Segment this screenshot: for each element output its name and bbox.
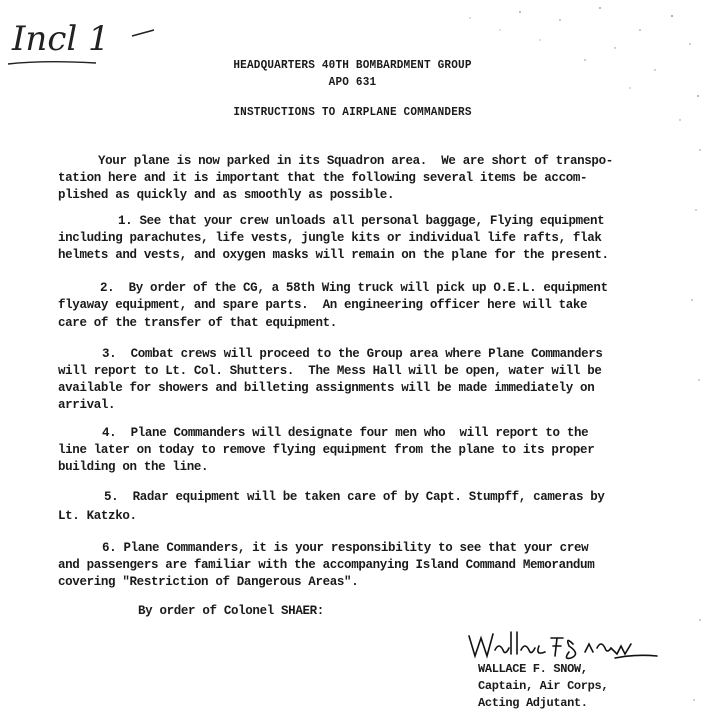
signer-name: WALLACE F. SNOW,: [478, 662, 588, 676]
item-line: building on the line.: [58, 460, 209, 474]
item-line: covering "Restriction of Dangerous Areas".: [58, 575, 359, 589]
handwritten-signature: [465, 628, 665, 662]
item-line: 4. Plane Commanders will designate four men who will report to the: [102, 426, 589, 440]
item-line: and passengers are familiar with the accompanying Island Command Memorandum: [58, 558, 595, 572]
unit-heading: HEADQUARTERS 40TH BOMBARDMENT GROUP: [233, 58, 472, 72]
item-line: line later on today to remove flying equipment from the plane to its proper: [58, 443, 595, 457]
signer-rank: Captain, Air Corps,: [478, 679, 609, 693]
item-line: arrival.: [58, 398, 116, 412]
handwritten-mark-text: Incl 1: [12, 19, 110, 59]
item-line: 6. Plane Commanders, it is your responsibility to see that your crew: [102, 541, 589, 555]
item-line: available for showers and billeting assignments will be made immediately on: [58, 381, 595, 395]
signer-role: Acting Adjutant.: [478, 696, 588, 710]
item-line: including parachutes, life vests, jungle kits or individual life rafts, flak: [58, 231, 602, 245]
item-line: flyaway equipment, and spare parts. An engineering officer here will take: [58, 298, 588, 312]
item-line: will report to Lt. Col. Shutters. The Mess Hall will be open, water will be: [58, 364, 602, 378]
intro-line: Your plane is now parked in its Squadron area. We are short of transpo-: [98, 154, 613, 168]
document-title: INSTRUCTIONS TO AIRPLANE COMMANDERS: [233, 105, 472, 119]
intro-line: plished as quickly and as smoothly as possible.: [58, 188, 395, 202]
apo-heading: APO 631: [328, 75, 377, 89]
item-line: Lt. Katzko.: [58, 509, 137, 523]
item-line: 1. See that your crew unloads all personal baggage, Flying equipment: [118, 214, 605, 228]
item-line: helmets and vests, and oxygen masks will remain on the plane for the present.: [58, 248, 609, 262]
item-line: 3. Combat crews will proceed to the Group area where Plane Commanders: [102, 347, 603, 361]
intro-line: tation here and it is important that the following several items be accom-: [58, 171, 588, 185]
closing-line: By order of Colonel SHAER:: [138, 604, 324, 618]
item-line: 5. Radar equipment will be taken care of by Capt. Stumpff, cameras by: [104, 490, 605, 504]
item-line: 2. By order of the CG, a 58th Wing truck will pick up O.E.L. equipment: [100, 281, 608, 295]
item-line: care of the transfer of that equipment.: [58, 316, 337, 330]
